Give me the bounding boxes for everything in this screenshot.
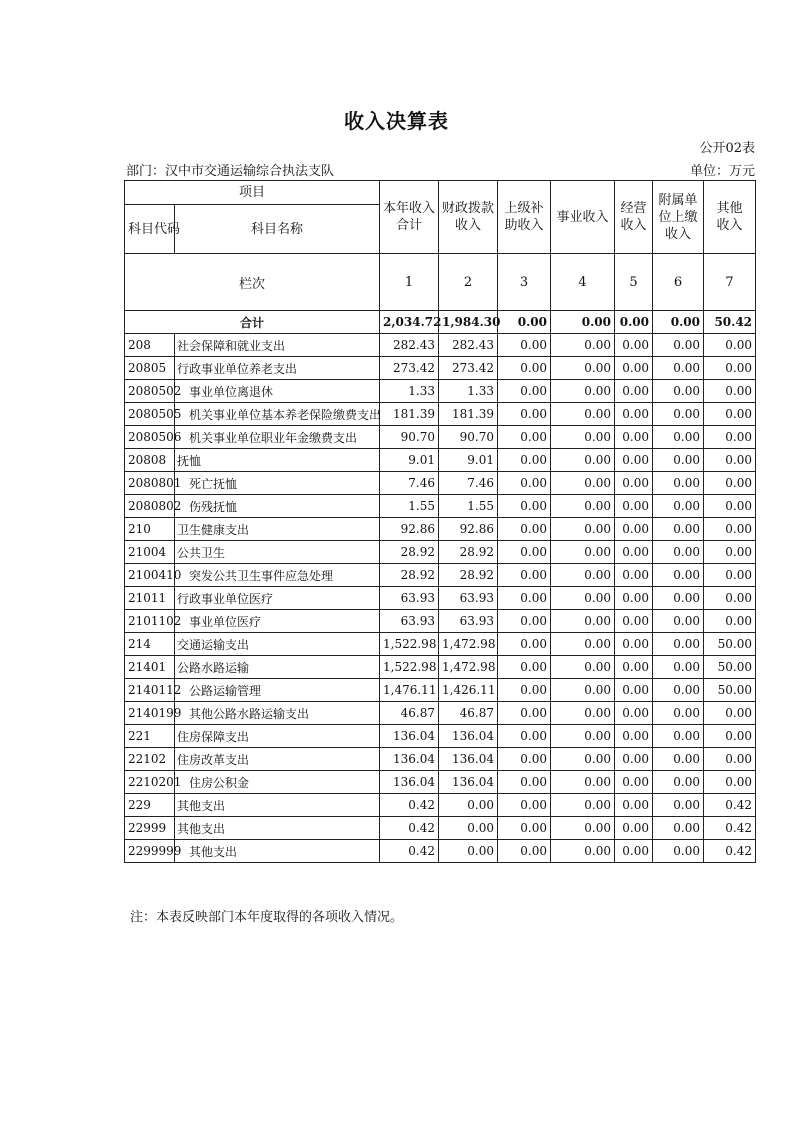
amount-cell: 0.00: [498, 357, 551, 380]
unit-label: 单位：万元: [689, 164, 755, 179]
subject-name: 死亡抚恤: [175, 472, 380, 495]
header-col-2: 财政拨款 收入: [439, 181, 498, 254]
amount-cell: 0.00: [498, 840, 551, 863]
amount-cell: 7.46: [439, 472, 498, 495]
amount-cell: 0.00: [704, 748, 756, 771]
amount-cell: 0.00: [615, 518, 653, 541]
amount-cell: 1,472.98: [439, 656, 498, 679]
subject-code: 229: [125, 794, 175, 817]
table-row: [125, 426, 756, 449]
amount-cell: 0.00: [498, 633, 551, 656]
subject-code: 2299999: [125, 840, 175, 863]
amount-cell: 0.00: [498, 771, 551, 794]
subject-name: 机关事业单位职业年金缴费支出: [175, 426, 380, 449]
subject-code: 2140199: [125, 702, 175, 725]
subject-name: 其他支出: [175, 817, 380, 840]
amount-cell: 0.00: [551, 449, 615, 472]
amount-cell: 0.00: [704, 426, 756, 449]
amount-cell: 0.00: [615, 449, 653, 472]
subject-code: 21011: [125, 587, 175, 610]
amount-cell: 0.00: [439, 817, 498, 840]
header-col-3: 上级补 助收入: [498, 181, 551, 254]
total-label: 合计: [125, 311, 380, 334]
subject-code: 2140112: [125, 679, 175, 702]
subject-name: 公共卫生: [175, 541, 380, 564]
amount-cell: 0.00: [653, 633, 704, 656]
amount-cell: 1,522.98: [380, 656, 439, 679]
subject-code: 21401: [125, 656, 175, 679]
amount-cell: 0.00: [653, 656, 704, 679]
amount-cell: 0.00: [498, 449, 551, 472]
amount-cell: 0.00: [615, 610, 653, 633]
amount-cell: 282.43: [380, 334, 439, 357]
amount-cell: 0.00: [704, 334, 756, 357]
amount-cell: 28.92: [380, 541, 439, 564]
table-row: [125, 472, 756, 495]
amount-cell: 46.87: [439, 702, 498, 725]
subject-code: 208: [125, 334, 175, 357]
amount-cell: 273.42: [380, 357, 439, 380]
amount-cell: 0.00: [653, 840, 704, 863]
amount-cell: 0.00: [498, 426, 551, 449]
table-row: [125, 357, 756, 380]
department-label: 部门：汉中市交通运输综合执法支队: [126, 164, 335, 179]
column-number: 6: [653, 254, 704, 311]
amount-cell: 1.33: [380, 380, 439, 403]
table-row: [125, 518, 756, 541]
amount-cell: 0.00: [498, 564, 551, 587]
table-row: [125, 541, 756, 564]
total-row: [125, 311, 756, 334]
subject-code: 20805: [125, 357, 175, 380]
amount-cell: 0.00: [498, 518, 551, 541]
amount-cell: 0.00: [498, 495, 551, 518]
amount-cell: 1.55: [380, 495, 439, 518]
header-col-5: 经营 收入: [615, 181, 653, 254]
amount-cell: 0.00: [615, 840, 653, 863]
subject-name: 其他公路水路运输支出: [175, 702, 380, 725]
column-number: 5: [615, 254, 653, 311]
table-row: [125, 610, 756, 633]
subject-code: 2080502: [125, 380, 175, 403]
subject-name: 其他支出: [175, 794, 380, 817]
amount-cell: 0.00: [498, 610, 551, 633]
amount-cell: 0.00: [704, 541, 756, 564]
amount-cell: 0.00: [653, 587, 704, 610]
amount-cell: 0.00: [551, 725, 615, 748]
amount-cell: 0.00: [615, 426, 653, 449]
subject-name: 其他支出: [175, 840, 380, 863]
amount-cell: 0.00: [615, 564, 653, 587]
amount-cell: 1.55: [439, 495, 498, 518]
amount-cell: 28.92: [380, 564, 439, 587]
amount-cell: 0.00: [551, 794, 615, 817]
total-value: 50.42: [704, 311, 756, 334]
amount-cell: 0.00: [704, 472, 756, 495]
amount-cell: 9.01: [439, 449, 498, 472]
total-value: 0.00: [498, 311, 551, 334]
amount-cell: 0.00: [551, 587, 615, 610]
subject-code: 22999: [125, 817, 175, 840]
column-number: 1: [380, 254, 439, 311]
table-row: [125, 656, 756, 679]
table-row: [125, 380, 756, 403]
amount-cell: 0.00: [551, 633, 615, 656]
amount-cell: 0.42: [704, 840, 756, 863]
amount-cell: 0.00: [498, 656, 551, 679]
subject-name: 机关事业单位基本养老保险缴费支出: [175, 403, 380, 426]
income-table: [124, 180, 756, 863]
amount-cell: 0.00: [551, 472, 615, 495]
header-col-7: 其他 收入: [704, 181, 756, 254]
amount-cell: 0.00: [653, 426, 704, 449]
amount-cell: 0.00: [498, 725, 551, 748]
amount-cell: 0.00: [704, 495, 756, 518]
amount-cell: 0.00: [653, 679, 704, 702]
amount-cell: 0.00: [439, 840, 498, 863]
amount-cell: 46.87: [380, 702, 439, 725]
amount-cell: 0.00: [615, 403, 653, 426]
amount-cell: 0.00: [551, 817, 615, 840]
table-row: [125, 495, 756, 518]
table-row: [125, 334, 756, 357]
column-number-label: 栏次: [125, 254, 380, 311]
amount-cell: 0.00: [551, 702, 615, 725]
header-name: 科目名称: [175, 205, 380, 254]
amount-cell: 63.93: [439, 610, 498, 633]
amount-cell: 0.00: [653, 771, 704, 794]
amount-cell: 0.00: [653, 495, 704, 518]
total-value: 1,984.30: [439, 311, 498, 334]
amount-cell: 1,426.11: [439, 679, 498, 702]
table-row: [125, 794, 756, 817]
subject-code: 2080505: [125, 403, 175, 426]
subject-name: 突发公共卫生事件应急处理: [175, 564, 380, 587]
amount-cell: 90.70: [439, 426, 498, 449]
footnote: 注：本表反映部门本年度取得的各项收入情况。: [130, 910, 404, 925]
amount-cell: 0.00: [498, 794, 551, 817]
amount-cell: 0.00: [615, 587, 653, 610]
amount-cell: 0.00: [653, 380, 704, 403]
amount-cell: 0.00: [615, 702, 653, 725]
amount-cell: 136.04: [439, 748, 498, 771]
amount-cell: 136.04: [439, 771, 498, 794]
subject-name: 事业单位医疗: [175, 610, 380, 633]
amount-cell: 9.01: [380, 449, 439, 472]
amount-cell: 0.00: [615, 380, 653, 403]
subject-name: 交通运输支出: [175, 633, 380, 656]
subject-name: 公路水路运输: [175, 656, 380, 679]
amount-cell: 0.00: [551, 380, 615, 403]
amount-cell: 0.00: [653, 817, 704, 840]
amount-cell: 0.00: [615, 656, 653, 679]
subject-code: 2080506: [125, 426, 175, 449]
table-row: [125, 702, 756, 725]
subject-name: 公路运输管理: [175, 679, 380, 702]
table-row: [125, 817, 756, 840]
amount-cell: 0.00: [615, 472, 653, 495]
table-row: [125, 771, 756, 794]
amount-cell: 0.00: [551, 495, 615, 518]
column-number: 7: [704, 254, 756, 311]
amount-cell: 0.42: [380, 817, 439, 840]
amount-cell: 0.00: [704, 380, 756, 403]
amount-cell: 0.00: [704, 403, 756, 426]
amount-cell: 0.00: [551, 564, 615, 587]
table-row: [125, 587, 756, 610]
amount-cell: 0.00: [551, 840, 615, 863]
total-value: 0.00: [615, 311, 653, 334]
header-project: 项目: [125, 181, 380, 205]
subject-name: 伤残抚恤: [175, 495, 380, 518]
amount-cell: 0.00: [653, 748, 704, 771]
amount-cell: 0.00: [615, 334, 653, 357]
amount-cell: 0.00: [615, 357, 653, 380]
amount-cell: 0.00: [615, 495, 653, 518]
amount-cell: 1.33: [439, 380, 498, 403]
amount-cell: 0.00: [551, 334, 615, 357]
amount-cell: 0.00: [551, 610, 615, 633]
amount-cell: 0.00: [653, 564, 704, 587]
subject-name: 事业单位离退休: [175, 380, 380, 403]
amount-cell: 0.00: [551, 541, 615, 564]
subject-code: 22102: [125, 748, 175, 771]
amount-cell: 282.43: [439, 334, 498, 357]
table-row: [125, 725, 756, 748]
amount-cell: 0.00: [551, 403, 615, 426]
column-number-row: [125, 254, 756, 311]
total-value: 0.00: [551, 311, 615, 334]
amount-cell: 0.00: [551, 426, 615, 449]
amount-cell: 0.00: [704, 610, 756, 633]
amount-cell: 0.00: [498, 748, 551, 771]
amount-cell: 0.42: [380, 794, 439, 817]
amount-cell: 0.00: [498, 472, 551, 495]
column-number: 2: [439, 254, 498, 311]
amount-cell: 0.00: [498, 541, 551, 564]
amount-cell: 50.00: [704, 633, 756, 656]
amount-cell: 0.00: [615, 633, 653, 656]
table-row: [125, 564, 756, 587]
subject-code: 20808: [125, 449, 175, 472]
amount-cell: 0.00: [653, 403, 704, 426]
column-number: 3: [498, 254, 551, 311]
amount-cell: 92.86: [380, 518, 439, 541]
subject-code: 2101102: [125, 610, 175, 633]
amount-cell: 0.00: [704, 725, 756, 748]
amount-cell: 0.42: [380, 840, 439, 863]
amount-cell: 0.00: [704, 357, 756, 380]
amount-cell: 1,476.11: [380, 679, 439, 702]
amount-cell: 0.00: [704, 771, 756, 794]
amount-cell: 0.00: [704, 518, 756, 541]
amount-cell: 0.00: [704, 449, 756, 472]
amount-cell: 0.00: [615, 817, 653, 840]
amount-cell: 0.00: [615, 771, 653, 794]
amount-cell: 0.00: [551, 518, 615, 541]
table-row: [125, 449, 756, 472]
amount-cell: 0.00: [498, 702, 551, 725]
amount-cell: 0.00: [653, 541, 704, 564]
amount-cell: 0.00: [653, 725, 704, 748]
amount-cell: 0.00: [704, 564, 756, 587]
table-row: [125, 403, 756, 426]
amount-cell: 92.86: [439, 518, 498, 541]
subject-code: 2080801: [125, 472, 175, 495]
amount-cell: 1,472.98: [439, 633, 498, 656]
header-code: 科目代码: [125, 205, 175, 254]
amount-cell: 50.00: [704, 679, 756, 702]
header-col-4: 事业收入: [551, 181, 615, 254]
amount-cell: 0.00: [653, 610, 704, 633]
amount-cell: 0.00: [653, 334, 704, 357]
amount-cell: 136.04: [439, 725, 498, 748]
subject-name: 住房保障支出: [175, 725, 380, 748]
amount-cell: 181.39: [380, 403, 439, 426]
header-col-1: 本年收入 合计: [380, 181, 439, 254]
amount-cell: 0.00: [615, 679, 653, 702]
amount-cell: 0.00: [551, 656, 615, 679]
amount-cell: 63.93: [439, 587, 498, 610]
amount-cell: 0.00: [653, 357, 704, 380]
page-title: 收入决算表: [344, 109, 449, 133]
subject-code: 2100410: [125, 564, 175, 587]
amount-cell: 0.00: [704, 702, 756, 725]
amount-cell: 0.00: [704, 587, 756, 610]
table-row: [125, 633, 756, 656]
amount-cell: 28.92: [439, 564, 498, 587]
amount-cell: 0.00: [653, 472, 704, 495]
amount-cell: 0.00: [498, 334, 551, 357]
amount-cell: 0.42: [704, 794, 756, 817]
table-row: [125, 679, 756, 702]
amount-cell: 63.93: [380, 610, 439, 633]
subject-code: 214: [125, 633, 175, 656]
form-code: 公开02表: [699, 141, 755, 156]
amount-cell: 28.92: [439, 541, 498, 564]
subject-name: 抚恤: [175, 449, 380, 472]
amount-cell: 0.00: [653, 518, 704, 541]
amount-cell: 1,522.98: [380, 633, 439, 656]
amount-cell: 0.00: [653, 702, 704, 725]
subject-name: 行政事业单位医疗: [175, 587, 380, 610]
amount-cell: 0.00: [498, 587, 551, 610]
subject-code: 2080802: [125, 495, 175, 518]
subject-code: 2210201: [125, 771, 175, 794]
amount-cell: 136.04: [380, 748, 439, 771]
amount-cell: 0.00: [498, 679, 551, 702]
total-value: 2,034.72: [380, 311, 439, 334]
amount-cell: 0.00: [498, 403, 551, 426]
amount-cell: 273.42: [439, 357, 498, 380]
amount-cell: 0.00: [615, 725, 653, 748]
amount-cell: 0.00: [615, 748, 653, 771]
amount-cell: 0.00: [615, 794, 653, 817]
table-row: [125, 748, 756, 771]
amount-cell: 7.46: [380, 472, 439, 495]
amount-cell: 90.70: [380, 426, 439, 449]
column-number: 4: [551, 254, 615, 311]
amount-cell: 0.00: [653, 449, 704, 472]
amount-cell: 0.00: [551, 771, 615, 794]
amount-cell: 181.39: [439, 403, 498, 426]
amount-cell: 0.00: [439, 794, 498, 817]
amount-cell: 0.00: [653, 794, 704, 817]
total-value: 0.00: [653, 311, 704, 334]
subject-name: 住房公积金: [175, 771, 380, 794]
table-row: [125, 840, 756, 863]
amount-cell: 0.00: [498, 380, 551, 403]
subject-name: 行政事业单位养老支出: [175, 357, 380, 380]
amount-cell: 0.00: [498, 817, 551, 840]
subject-name: 住房改革支出: [175, 748, 380, 771]
amount-cell: 136.04: [380, 725, 439, 748]
subject-code: 210: [125, 518, 175, 541]
amount-cell: 0.00: [551, 679, 615, 702]
subject-name: 社会保障和就业支出: [175, 334, 380, 357]
amount-cell: 136.04: [380, 771, 439, 794]
amount-cell: 0.00: [551, 357, 615, 380]
amount-cell: 63.93: [380, 587, 439, 610]
amount-cell: 0.00: [551, 748, 615, 771]
header-col-6: 附属单 位上缴 收入: [653, 181, 704, 254]
subject-code: 21004: [125, 541, 175, 564]
amount-cell: 0.42: [704, 817, 756, 840]
subject-name: 卫生健康支出: [175, 518, 380, 541]
amount-cell: 50.00: [704, 656, 756, 679]
subject-code: 221: [125, 725, 175, 748]
amount-cell: 0.00: [615, 541, 653, 564]
